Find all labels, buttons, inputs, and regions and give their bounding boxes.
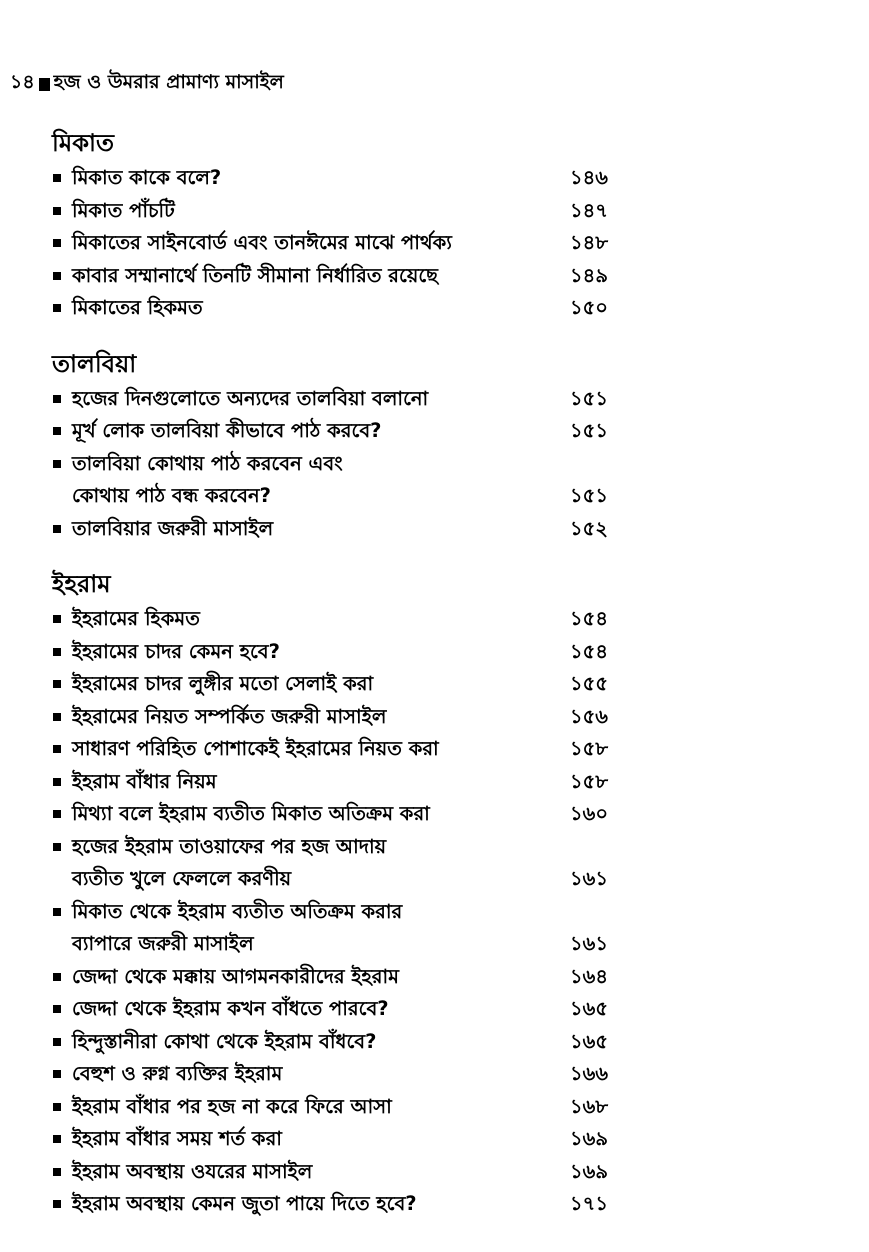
entry-title: ইহরামের হিকমত: [72, 607, 200, 630]
square-bullet-icon: [53, 239, 61, 247]
entry-title: হজের দিনগুলোতে অন্যদের তালবিয়া বলানো: [72, 386, 429, 410]
entry-title: মিথ্যা বলে ইহরাম ব্যতীত মিকাত অতিক্রম করা: [72, 802, 430, 825]
square-bullet-icon: [53, 1005, 61, 1013]
entry-page-number: ১৫৮: [570, 769, 608, 793]
entry-title: তালবিয়ার জরুরী মাসাইল: [72, 516, 274, 540]
toc-section: [52, 567, 612, 1221]
entry-title: ইহরাম অবস্থায় ওযরের মাসাইল: [72, 1159, 313, 1183]
entry-page-number: ১৬৫: [570, 1029, 608, 1053]
toc-entry: [52, 668, 612, 701]
entry-title: কোথায় পাঠ বন্ধ করবেন?: [72, 484, 271, 507]
entry-title: ইহরামের চাদর কেমন হবে?: [72, 639, 280, 663]
entry-title: মিকাতের সাইনবোর্ড এবং তানঈমের মাঝে পার্থক্য: [72, 231, 452, 254]
entry-title: মিকাত পাঁচটি: [72, 198, 175, 222]
square-bullet-icon: [53, 1135, 61, 1143]
square-bullet-icon: [53, 525, 61, 533]
entry-title: ব্যাপারে জরুরী মাসাইল: [72, 932, 254, 955]
toc-entry: [52, 415, 612, 448]
toc-entry: [52, 383, 612, 416]
entry-title: জেদ্দা থেকে মক্কায় আগমনকারীদের ইহরাম: [72, 964, 399, 988]
square-bullet-icon: [53, 427, 61, 435]
entry-page-number: ১৫০: [570, 296, 608, 319]
toc-entry: [52, 798, 612, 831]
entry-page-number: ১৫১: [570, 484, 608, 507]
toc-entry: [52, 260, 612, 293]
toc-entry: [52, 603, 612, 636]
square-bullet-icon: [53, 1070, 61, 1078]
toc-entry: [52, 162, 612, 195]
toc-entry: [52, 195, 612, 228]
entry-page-number: ১৫৪: [570, 607, 608, 630]
square-bullet-icon: [53, 272, 61, 280]
square-bullet-icon: [53, 1200, 61, 1208]
entry-title: ইহরাম বাঁধার পর হজ না করে ফিরে আসা: [72, 1094, 392, 1118]
square-bullet-icon: [53, 615, 61, 623]
entry-page-number: ১৪৬: [570, 166, 608, 189]
entry-page-number: ১৫৪: [570, 639, 608, 663]
table-of-contents: [52, 126, 612, 1243]
toc-section: [52, 126, 612, 325]
entry-title: ইহরাম বাঁধার নিয়ম: [72, 769, 217, 793]
entry-page-number: ১৪৮: [570, 231, 608, 254]
toc-entry: [52, 636, 612, 669]
entry-page-number: ১৪৭: [570, 198, 608, 222]
entry-title: মিকাতের হিকমত: [72, 296, 203, 319]
entry-page-number: ১৫৮: [570, 737, 608, 760]
section-title: ইহরাম: [52, 570, 111, 598]
square-bullet-icon: [53, 843, 61, 851]
entry-title: কাবার সম্মানার্থে তিনটি সীমানা নির্ধারিত রয়েছে: [72, 263, 438, 287]
entry-page-number: ১৬৮: [570, 1094, 608, 1118]
entry-title: বেহুশ ও রুগ্ন ব্যক্তির ইহরাম: [72, 1062, 283, 1085]
entry-page-number: ১৫৬: [570, 704, 608, 728]
square-bullet-icon: [53, 1038, 61, 1046]
entry-title: মূর্খ লোক তালবিয়া কীভাবে পাঠ করবে?: [72, 419, 382, 442]
square-bullet-icon: [53, 908, 61, 916]
square-bullet-icon: [53, 460, 61, 468]
running-header: [10, 68, 284, 100]
section-title: মিকাত: [52, 129, 114, 157]
square-bullet-icon: [53, 174, 61, 182]
entry-title: হিন্দুস্তানীরা কোথা থেকে ইহরাম বাঁধবে?: [72, 1029, 377, 1053]
square-bullet-icon: [53, 1103, 61, 1111]
entry-title: ব্যতীত খুলে ফেললে করণীয়: [72, 867, 292, 890]
entry-page-number: ১৬৪: [570, 964, 608, 988]
entry-title: ইহরামের নিয়ত সম্পর্কিত জরুরী মাসাইল: [72, 704, 387, 728]
toc-entry: [52, 733, 612, 766]
square-bullet-icon: [53, 973, 61, 981]
entry-title: তালবিয়া কোথায় পাঠ করবেন এবং: [72, 451, 343, 475]
toc-entry: [52, 1026, 612, 1059]
square-bullet-icon: [53, 778, 61, 786]
square-bullet-icon: [53, 1168, 61, 1176]
toc-entry: [52, 766, 612, 799]
toc-entry: [52, 1091, 612, 1124]
square-bullet-icon: [53, 810, 61, 818]
toc-entry: [52, 448, 612, 513]
toc-entry: [52, 896, 612, 961]
entry-page-number: ১৬৯: [570, 1127, 608, 1150]
page-number: ১৪: [10, 71, 35, 93]
entry-title: ইহরাম অবস্থায় কেমন জুতা পায়ে দিতে হবে?: [72, 1192, 417, 1215]
section-title: তালবিয়া: [52, 349, 137, 378]
entry-title: মিকাত কাকে বলে?: [72, 166, 222, 189]
square-bullet-icon: [53, 395, 61, 403]
toc-entry: [52, 961, 612, 994]
square-bullet-icon: [53, 304, 61, 312]
toc-entry: [52, 292, 612, 325]
entry-title: ইহরামের চাদর লুঙ্গীর মতো সেলাই করা: [72, 672, 374, 695]
square-bullet-icon: [53, 648, 61, 656]
entry-title: সাধারণ পরিহিত পোশাকেই ইহরামের নিয়ত করা: [72, 737, 439, 760]
entry-page-number: ১৬৬: [569, 1062, 608, 1085]
toc-entry: [52, 1188, 612, 1221]
toc-entry: [52, 227, 612, 260]
toc-section: [52, 347, 612, 546]
entry-page-number: ১৭১: [570, 1192, 608, 1215]
square-bullet-icon: [39, 78, 50, 91]
entry-page-number: ১৪৯: [570, 263, 608, 287]
toc-entry: [52, 1156, 612, 1189]
square-bullet-icon: [53, 207, 61, 215]
toc-entry: [52, 1123, 612, 1156]
toc-entry: [52, 993, 612, 1026]
entry-page-number: ১৬১: [570, 932, 608, 955]
entry-title: মিকাত থেকে ইহরাম ব্যতীত অতিক্রম করার: [72, 899, 403, 923]
entry-page-number: ১৬০: [569, 802, 608, 825]
toc-entry: [52, 831, 612, 896]
entry-page-number: ১৬৫: [570, 997, 608, 1020]
book-title: হজ ও উমরার প্রামাণ্য মাসাইল: [53, 71, 284, 93]
entry-title: ইহরাম বাঁধার সময় শর্ত করা: [72, 1127, 282, 1150]
square-bullet-icon: [53, 680, 61, 688]
entry-page-number: ১৫৫: [570, 672, 608, 695]
entry-page-number: ১৫১: [570, 419, 608, 442]
toc-entry: [52, 701, 612, 734]
entry-page-number: ১৬৯: [570, 1159, 608, 1183]
entry-title: জেদ্দা থেকে ইহরাম কখন বাঁধতে পারবে?: [72, 997, 389, 1020]
square-bullet-icon: [53, 713, 61, 721]
entry-page-number: ১৬১: [570, 867, 608, 890]
entry-title: হজের ইহরাম তাওয়াফের পর হজ আদায়: [72, 834, 387, 858]
toc-entry: [52, 1058, 612, 1091]
entry-page-number: ১৫২: [570, 516, 608, 540]
entry-page-number: ১৫১: [570, 386, 608, 410]
toc-entry: [52, 513, 612, 546]
square-bullet-icon: [53, 745, 61, 753]
